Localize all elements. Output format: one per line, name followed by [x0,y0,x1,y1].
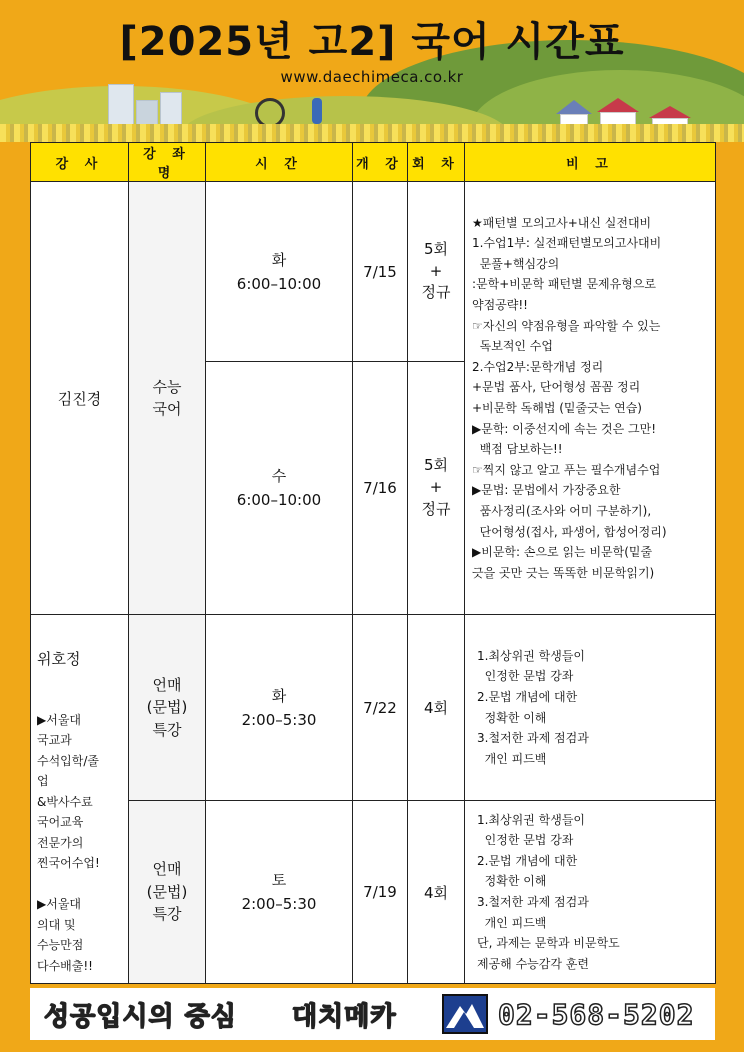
note-line: 수능만점 [37,938,84,952]
note-line: ★패턴별 모의고사+내신 실전대비 [472,215,652,230]
website-url[interactable]: www.daechimeca.co.kr [280,68,464,86]
session-count [408,362,465,615]
note-line: 1.최상위권 학생들이 [477,648,586,663]
count-line: + [429,478,443,497]
note-line [37,874,128,895]
note-line: ☞찍지 않고 알고 푸는 필수개념수업 [472,462,661,477]
note-line: 약점공략!! [472,298,528,313]
session-hours: 2:00–5:30 [241,710,317,729]
course-line: 특강 [152,720,182,739]
note-line: 제공해 수능감각 훈련 [477,956,589,971]
count-line: + [429,261,443,280]
note-line: 다수배출!! [37,958,93,973]
building-icon [108,84,134,128]
note-line: 국교과 [37,733,72,747]
roof-icon [649,106,691,118]
course-line: 언매 [152,675,182,694]
note-line: 찐국어수업! [37,856,100,870]
note-line: ▶서울대 [37,712,82,727]
mountain-logo-svg [444,996,486,1032]
course-line: 언매 [152,860,182,879]
session-day: 화 [271,250,287,269]
course-line: (문법) [146,882,188,901]
course-line: 수능 [152,377,182,396]
note-line: &박사수료 [37,794,93,809]
session-time [206,362,353,615]
note-line: 품사정리(조사와 어미 구분하기), [472,503,652,518]
note-line: 개인 피드백 [477,915,547,930]
header-count: 회 차 [408,143,465,182]
runner-illustration [312,98,322,124]
session-time [206,615,353,801]
flower-field [0,124,744,142]
note-line: 인정한 문법 강좌 [477,669,574,684]
building-icon [160,92,182,128]
session-day: 토 [271,871,287,889]
note-line: 2.문법 개념에 대한 [477,853,578,868]
session-time [206,801,353,984]
note-line: 정확한 이해 [477,874,547,889]
course-name [129,615,206,801]
course-line: 국어 [152,400,182,418]
header-start: 개 강 [353,143,408,182]
note-line: 국어교육 [37,815,84,829]
footer-banner [30,988,715,1040]
session-day: 화 [271,686,287,705]
course-line: (문법) [146,698,188,717]
note-line: 문풀+핵심강의 [472,256,560,271]
session-start: 7/15 [353,182,408,362]
note-line: 의대 및 [37,917,76,932]
session-count [408,182,465,362]
header-time: 시 간 [206,143,353,182]
roof-icon [556,100,592,114]
note-line: +문법 품사, 단어형성 꼼꼼 정리 [472,380,641,395]
header-course: 강 좌 명 [129,143,206,182]
session-hours: 6:00–10:00 [236,274,322,293]
note-line: ☞자신의 약점유형을 파악할 수 있는 [472,318,661,333]
note-line: ▶문법: 문법에서 가장중요한 [472,483,621,498]
session-start: 7/22 [353,615,408,801]
roof-icon [597,98,639,112]
slogan: 성공입시의 중심 [44,1001,237,1032]
table-row [31,801,716,984]
teacher-profile [31,615,129,984]
mountain-logo-icon [442,994,488,1034]
teacher-name: 김진경 [31,182,129,615]
note-line: ▶서울대 [37,897,82,911]
count-line: 5회 [423,239,449,258]
note-line: 1.최상위권 학생들이 [477,812,586,827]
note-line: ▶비문학: 손으로 읽는 비문학(밑줄 [472,545,653,560]
note-line: 전문가의 [37,835,84,850]
note-line: 2.수업2부:문학개념 정리 [472,359,604,374]
course-line: 특강 [152,905,182,924]
header-teacher: 강 사 [31,143,129,182]
note-line: 독보적인 수업 [472,339,553,354]
table-row [31,182,716,362]
note-line: 단, 과제는 문학과 비문학도 [477,936,620,951]
session-start: 7/19 [353,801,408,984]
note-line: 긋을 곳만 긋는 똑똑한 비문학읽기) [472,565,655,580]
count-line: 5회 [423,456,449,475]
session-hours: 6:00–10:00 [236,491,322,509]
header-banner [0,0,744,142]
session-hours: 2:00–5:30 [241,895,317,913]
schedule-table [30,142,716,984]
note-line: 3.철저한 과제 점검과 [477,731,589,746]
teacher-name: 위호정 [37,650,81,668]
session-count: 4회 [408,801,465,984]
session-time [206,182,353,362]
table-row [31,615,716,801]
note-line: +비문학 독해법 (밑줄긋는 연습) [472,401,642,415]
note-line: 1.수업1부: 실전패턴별모의고사대비 [472,236,662,251]
timetable [30,142,715,984]
note-line: 단어형성(접사, 파생어, 합성어정리) [472,524,667,539]
header-notes: 비 고 [465,143,716,182]
session-day: 수 [271,467,287,485]
session-count: 4회 [408,615,465,801]
notes-cell [465,801,716,984]
note-line: 백점 담보하는!! [472,442,563,457]
note-line: 인정한 문법 강좌 [477,833,574,848]
note-line: ▶문학: 이중선지에 속는 것은 그만! [472,421,657,436]
course-name [129,801,206,984]
note-line: 업 [37,774,49,788]
notes-cell [465,615,716,801]
phone-number[interactable]: 02-568-5202 [498,997,695,1031]
note-line: 수석입학/졸 [37,753,100,768]
course-name [129,182,206,615]
brand-name: 대치메카 [292,1001,397,1032]
count-line: 정규 [421,499,451,518]
notes-cell [465,182,716,615]
page-title: [2025년 고2] 국어 시간표 [119,19,625,65]
note-line: 개인 피드백 [477,751,547,766]
note-line: 정확한 이해 [477,710,547,725]
count-line: 정규 [421,283,451,302]
note-line: 3.철저한 과제 점검과 [477,895,589,909]
note-line: 2.문법 개념에 대한 [477,689,578,704]
note-line: :문학+비문학 패턴별 문제유형으로 [472,277,657,292]
session-start: 7/16 [353,362,408,615]
